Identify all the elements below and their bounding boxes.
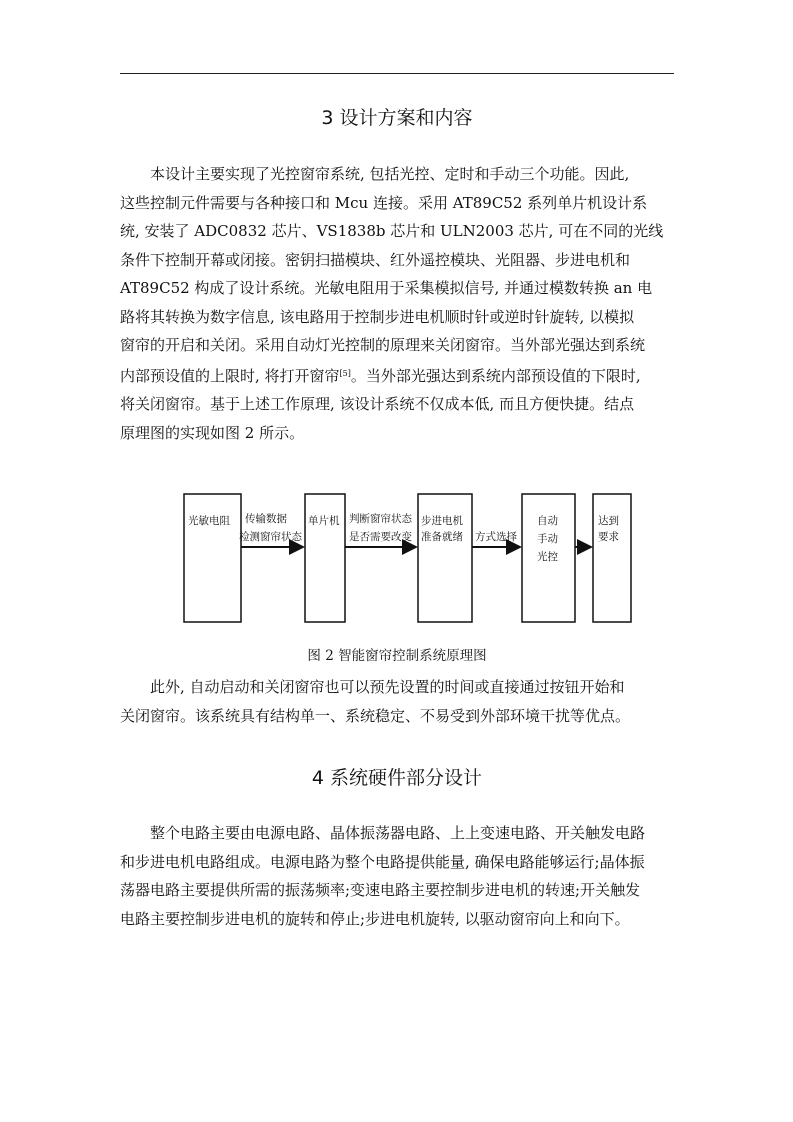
block-label: 单片机 [308, 515, 340, 527]
text-line: 原理图的实现如图 2 所示。 [120, 423, 305, 442]
block-photoresistor [184, 494, 241, 622]
text-line: 电路主要控制步进电机的旋转和停止;步进电机旋转, 以驱动窗帘向上和向下。 [120, 909, 630, 928]
header-rule [120, 73, 674, 74]
block-label: 光控 [537, 551, 558, 563]
block-label: 光敏电阻 [188, 515, 230, 527]
text-line [120, 360, 674, 391]
text-line: 本设计主要实现了光控窗帘系统, 包括光控、定时和手动三个功能。因此, [150, 165, 630, 183]
system-block-diagram [183, 492, 619, 626]
text-segment: 。当外部光强达到系统内部预设值的下限时, [350, 366, 641, 385]
block-label: 自动 [537, 515, 558, 527]
text-line: 这些控制元件需要与各种接口和 Mcu 连接。采用 AT89C52 系列单片机设计系 [120, 193, 648, 212]
text-line: 路将其转换为数字信息, 该电路用于控制步进电机顺时针或逆时针旋转, 以模拟 [120, 307, 635, 326]
text-line: 将关闭窗帘。基于上述工作原理, 该设计系统不仅成本低, 而且方便快捷。结点 [120, 395, 635, 413]
block-stepper-motor [418, 494, 472, 622]
section-4-paragraph [120, 819, 674, 933]
text-line: 此外, 自动启动和关闭窗帘也可以预先设置的时间或直接通过按钮开始和 [150, 678, 625, 696]
text-line: 关闭窗帘。该系统具有结构单一、系统稳定、不易受到外部环境干扰等优点。 [120, 706, 631, 725]
section-3-paragraph-1 [120, 160, 674, 447]
block-label: 准备就绪 [421, 531, 463, 543]
text-segment: 内部预设值的上限时, 将打开窗帘 [120, 366, 340, 385]
block-label: 要求 [598, 531, 619, 543]
text-line: 荡器电路主要提供所需的振荡频率;变速电路主要控制步进电机的转速;开关触发 [120, 881, 641, 899]
figure-caption: 图 2 智能窗帘控制系统原理图 [307, 648, 487, 664]
section-3-heading: 3 设计方案和内容 [321, 107, 473, 129]
block-label: 步进电机 [421, 515, 463, 527]
block-label: 达到 [598, 515, 619, 527]
text-line: 和步进电机电路组成。电源电路为整个电路提供能量, 确保电路能够运行;晶体振 [120, 852, 645, 871]
text-line: 整个电路主要由电源电路、晶体振荡器电路、上上变速电路、开关触发电路 [150, 824, 646, 842]
text-line: 窗帘的开启和关闭。采用自动灯光控制的原理来关闭窗帘。当外部光强达到系统 [120, 336, 646, 354]
arrow-label: 方式选择 [475, 531, 517, 543]
arrow-label: 判断窗帘状态 [349, 513, 412, 525]
text-line: 统, 安装了 ADC0832 芯片、VS1838b 芯片和 ULN2003 芯片, 可在不同的光线 [120, 222, 664, 240]
block-target [593, 494, 631, 622]
citation: [5] [339, 368, 351, 378]
arrow-label: 传输数据 [245, 513, 287, 525]
text-line: AT89C52 构成了设计系统。光敏电阻用于采集模拟信号, 并通过模数转换 an 电 [120, 279, 653, 297]
section-4-heading: 4 系统硬件部分设计 [311, 767, 483, 789]
arrow-label: 检测窗帘状态 [239, 531, 302, 543]
text-line: 条件下控制开幕或闭接。密钥扫描模块、红外遥控模块、光阻器、步进电机和 [120, 250, 631, 269]
arrow-label: 是否需要改变 [349, 531, 412, 543]
block-mcu [305, 494, 345, 622]
block-label: 手动 [537, 533, 558, 545]
section-3-paragraph-2 [120, 673, 674, 730]
